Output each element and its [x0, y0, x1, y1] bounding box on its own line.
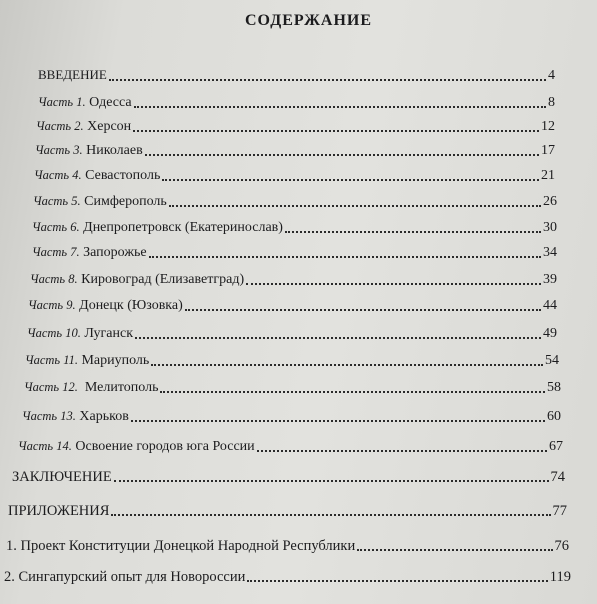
toc-page-number: 76	[554, 538, 569, 554]
toc-entry-appendices	[8, 502, 567, 520]
toc-page-number: 77	[552, 503, 567, 519]
dot-leader	[109, 79, 546, 81]
toc-page-number: 67	[549, 439, 563, 454]
toc-entry-part-13: Часть 13. Харьков 60	[22, 409, 561, 424]
page-title: СОДЕРЖАНИЕ	[244, 12, 373, 29]
toc-page-number: 30	[543, 220, 557, 235]
dot-leader	[111, 514, 550, 516]
toc-entry-title: Донецк (Юзовка)	[79, 298, 183, 313]
toc-entry-title: 2. Сингапурский опыт для Новороссии	[4, 569, 246, 585]
toc-page-number: 8	[548, 95, 555, 110]
toc-entry-part-3: Часть 3. Николаев 17	[35, 143, 555, 158]
toc-entry-title: Запорожье	[83, 245, 147, 260]
dot-leader	[149, 256, 541, 258]
dot-leader	[246, 283, 541, 285]
toc-entry-part-9: Часть 9. Донецк (Юзовка) 44	[28, 298, 557, 313]
dot-leader	[114, 480, 549, 482]
toc-entry-part-6: Часть 6. Днепропетровск (Екатеринослав) 30	[32, 220, 557, 235]
dot-leader	[257, 450, 547, 452]
toc-entry-title: Севастополь	[85, 168, 161, 183]
toc-entry-part-2: Часть 2. Херсон 12	[36, 119, 555, 134]
toc-page-number: 4	[548, 68, 555, 83]
dot-leader	[131, 420, 545, 422]
toc-entry-title: ЗАКЛЮЧЕНИЕ	[12, 469, 112, 485]
toc-entry-title: Мелитополь	[84, 380, 159, 395]
dot-leader	[133, 130, 539, 132]
toc-entry-title: 1. Проект Конституции Донецкой Народной Республики	[6, 538, 356, 554]
toc-page-number: 74	[550, 469, 565, 485]
toc-entry-title: ПРИЛОЖЕНИЯ	[8, 503, 110, 519]
toc-page-number: 17	[541, 143, 555, 158]
toc-page-number: 44	[543, 298, 557, 313]
toc-entry-title: Кировоград (Елизаветград)	[81, 272, 245, 287]
toc-entry-title: Мариуполь	[81, 353, 150, 368]
toc-page-number: 60	[547, 409, 561, 424]
dot-leader	[134, 106, 546, 108]
toc-entry-appendix-2	[4, 568, 571, 586]
toc-entry-part-12: Часть 12. Мелитополь 58	[24, 380, 561, 395]
dot-leader	[162, 179, 539, 181]
toc-entry-part-11: Часть 11. Мариуполь 54	[25, 353, 559, 368]
toc-entry-part-10: Часть 10. Луганск 49	[27, 326, 557, 341]
dot-leader	[160, 391, 545, 393]
toc-entry-appendix-1	[6, 537, 569, 555]
toc-entry-title: Одесса	[89, 95, 132, 110]
dot-leader	[185, 309, 541, 311]
toc-page-number: 119	[549, 569, 571, 585]
toc-entry-part-14: Часть 14. Освоение городов юга России 67	[18, 439, 563, 454]
toc-entry-part-7: Часть 7. Запорожье 34	[32, 245, 557, 260]
toc-entry-title: ВВЕДЕНИЕ	[38, 67, 107, 82]
toc-entry-title: Харьков	[79, 409, 129, 424]
dot-leader	[151, 364, 543, 366]
toc-page-number: 12	[541, 119, 555, 134]
toc-entry-part-5: Часть 5. Симферополь 26	[33, 194, 557, 209]
toc-entry-part-1: Часть 1. Одесса 8	[38, 95, 555, 110]
dot-leader	[135, 337, 541, 339]
dot-leader	[169, 205, 541, 207]
dot-leader	[285, 231, 541, 233]
toc-page-number: 34	[543, 245, 557, 260]
toc-entry-title: Николаев	[86, 143, 143, 158]
toc-entry-part-4: Часть 4. Севастополь 21	[34, 168, 555, 183]
toc-entry-title: Херсон	[87, 119, 132, 134]
toc-page-number: 58	[547, 380, 561, 395]
toc-entry-title: Симферополь	[84, 194, 167, 209]
toc-entry-part-8: Часть 8. Кировоград (Елизаветград) 39	[30, 272, 557, 287]
toc-page-number: 39	[543, 272, 557, 287]
toc-page-number: 21	[541, 168, 555, 183]
toc-entry-title: Луганск	[84, 326, 134, 341]
toc-entry-introduction	[38, 66, 555, 85]
toc-page-number: 49	[543, 326, 557, 341]
dot-leader	[247, 580, 547, 582]
toc-entry-conclusion	[12, 468, 565, 486]
toc-page-number: 54	[545, 353, 559, 368]
toc-entry-title: Днепропетровск (Екатеринослав)	[83, 220, 283, 235]
dot-leader	[357, 549, 552, 551]
dot-leader	[145, 154, 539, 156]
toc-page-number: 26	[543, 194, 557, 209]
toc-entry-title: Освоение городов юга России	[75, 439, 255, 454]
